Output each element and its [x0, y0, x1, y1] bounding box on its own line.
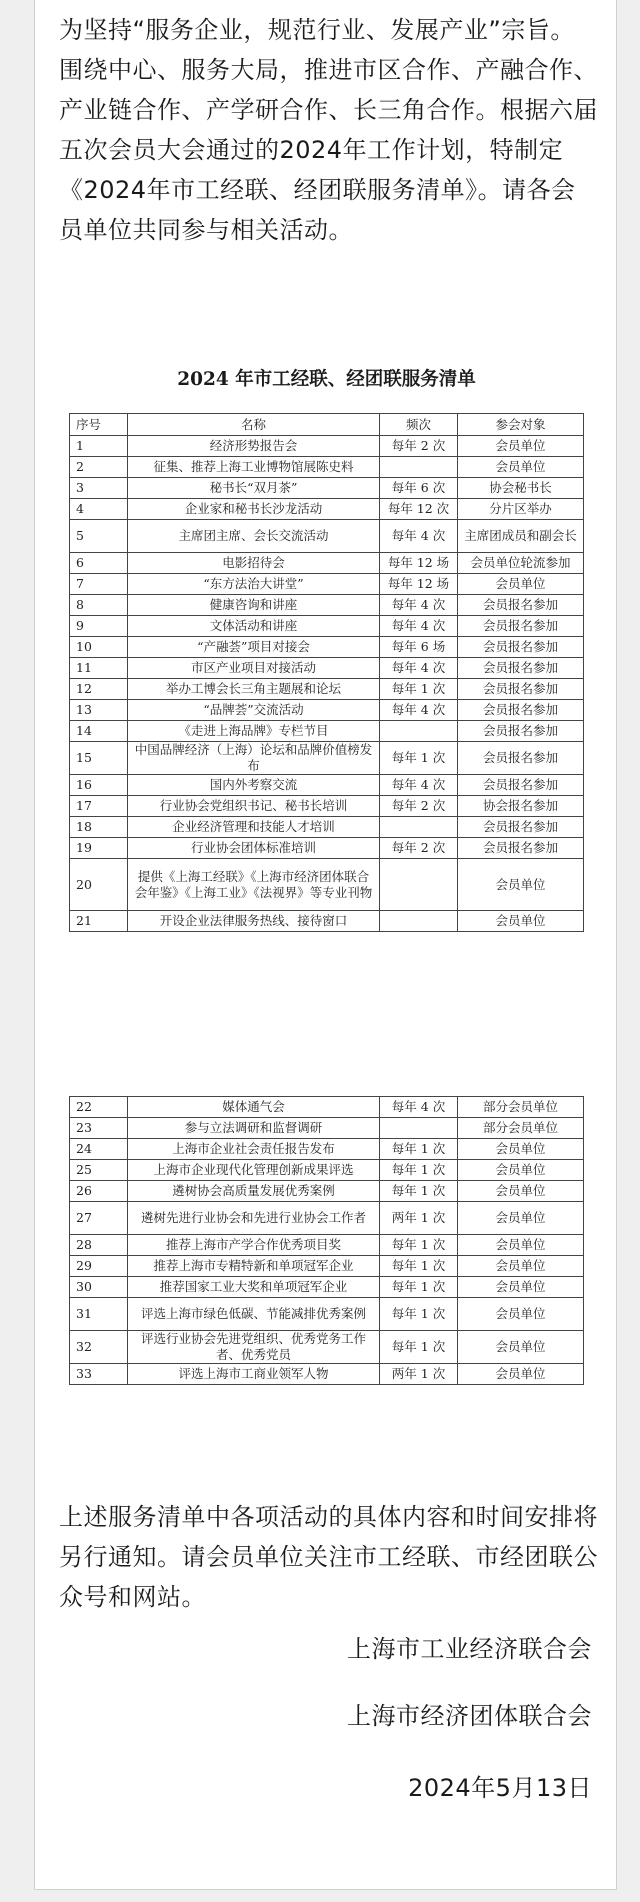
table-title: 2024 年市工经联、经团联服务清单 [177, 369, 476, 390]
row-frequency: 两年 1 次 [380, 1364, 458, 1385]
row-index: 6 [70, 553, 128, 574]
row-index: 30 [70, 1277, 128, 1298]
table-row [70, 1097, 584, 1118]
table-header-row [70, 414, 584, 436]
row-audience: 会员单位 [458, 1160, 584, 1181]
row-frequency [380, 1118, 458, 1139]
row-index: 26 [70, 1181, 128, 1202]
header-audience: 参会对象 [458, 414, 584, 436]
row-frequency [380, 817, 458, 838]
row-audience: 会员单位 [458, 1277, 584, 1298]
row-audience: 会员单位 [458, 1364, 584, 1385]
table-row [70, 499, 584, 520]
row-index: 2 [70, 457, 128, 478]
row-frequency: 每年 1 次 [380, 1181, 458, 1202]
row-name: 遴树协会高质量发展优秀案例 [128, 1181, 380, 1202]
row-frequency: 每年 1 次 [380, 1331, 458, 1364]
table-row [70, 1298, 584, 1331]
signature-economic-federation: 上海市经济团体联合会 [347, 1702, 592, 1730]
row-index: 21 [70, 911, 128, 932]
row-index: 1 [70, 436, 128, 457]
row-frequency: 每年 1 次 [380, 1160, 458, 1181]
row-frequency [380, 457, 458, 478]
row-name: 中国品牌经济（上海）论坛和品牌价值榜发布 [128, 742, 380, 775]
row-audience: 会员单位 [458, 1139, 584, 1160]
table-row [70, 775, 584, 796]
row-index: 12 [70, 679, 128, 700]
row-audience: 会员报名参加 [458, 616, 584, 637]
row-name: “品牌荟”交流活动 [128, 700, 380, 721]
row-frequency: 每年 6 场 [380, 637, 458, 658]
row-frequency: 每年 1 次 [380, 1235, 458, 1256]
row-name: 行业协会团体标准培训 [128, 838, 380, 859]
row-audience: 会员报名参加 [458, 637, 584, 658]
row-audience: 分片区举办 [458, 499, 584, 520]
row-audience: 部分会员单位 [458, 1097, 584, 1118]
table-row [70, 553, 584, 574]
row-frequency: 每年 6 次 [380, 478, 458, 499]
row-name: 提供《上海工经联》《上海市经济团体联合会年鉴》《上海工业》《法视界》等专业刊物 [128, 859, 380, 911]
row-index: 32 [70, 1331, 128, 1364]
row-index: 4 [70, 499, 128, 520]
row-frequency: 每年 12 场 [380, 574, 458, 595]
row-name: 推荐上海市产学合作优秀项目奖 [128, 1235, 380, 1256]
row-frequency [380, 859, 458, 911]
row-index: 16 [70, 775, 128, 796]
row-audience: 会员单位 [458, 911, 584, 932]
row-index: 5 [70, 520, 128, 553]
row-name: 举办工博会长三角主题展和论坛 [128, 679, 380, 700]
row-name: 推荐上海市专精特新和单项冠军企业 [128, 1256, 380, 1277]
table-row [70, 658, 584, 679]
row-name: 开设企业法律服务热线、接待窗口 [128, 911, 380, 932]
row-name: 文体活动和讲座 [128, 616, 380, 637]
table-row [70, 457, 584, 478]
table-row [70, 911, 584, 932]
row-index: 11 [70, 658, 128, 679]
row-name: 企业经济管理和技能人才培训 [128, 817, 380, 838]
row-index: 22 [70, 1097, 128, 1118]
row-frequency: 每年 4 次 [380, 616, 458, 637]
table-row [70, 436, 584, 457]
row-audience: 会员单位 [458, 1181, 584, 1202]
row-index: 9 [70, 616, 128, 637]
header-frequency: 频次 [380, 414, 458, 436]
row-index: 8 [70, 595, 128, 616]
row-name: 上海市企业现代化管理创新成果评选 [128, 1160, 380, 1181]
table-row [70, 1139, 584, 1160]
row-index: 20 [70, 859, 128, 911]
row-name: 《走进上海品牌》专栏节目 [128, 721, 380, 742]
row-audience: 会员单位轮流参加 [458, 553, 584, 574]
row-audience: 会员单位 [458, 1256, 584, 1277]
table-row [70, 859, 584, 911]
row-index: 7 [70, 574, 128, 595]
header-name: 名称 [128, 414, 380, 436]
row-audience: 会员单位 [458, 436, 584, 457]
table-row [70, 838, 584, 859]
table-row [70, 595, 584, 616]
row-name: 健康咨询和讲座 [128, 595, 380, 616]
row-audience: 会员单位 [458, 457, 584, 478]
row-audience: 会员单位 [458, 1202, 584, 1235]
row-index: 19 [70, 838, 128, 859]
row-audience: 会员单位 [458, 1331, 584, 1364]
table-row [70, 742, 584, 775]
row-index: 33 [70, 1364, 128, 1385]
row-name: 主席团主席、会长交流活动 [128, 520, 380, 553]
row-name: 遴树先进行业协会和先进行业协会工作者 [128, 1202, 380, 1235]
row-audience: 会员报名参加 [458, 721, 584, 742]
table-row [70, 574, 584, 595]
document-sheet [34, 0, 617, 1890]
row-index: 27 [70, 1202, 128, 1235]
row-name: 秘书长“双月茶” [128, 478, 380, 499]
row-name: 上海市企业社会责任报告发布 [128, 1139, 380, 1160]
row-audience: 主席团成员和副会长 [458, 520, 584, 553]
row-audience: 会员报名参加 [458, 742, 584, 775]
signature-industrial-federation: 上海市工业经济联合会 [347, 1635, 592, 1663]
closing-paragraph: 上述服务清单中各项活动的具体内容和时间安排将另行通知。请会员单位关注市工经联、市经团联公众号和网站。 [59, 1503, 598, 1611]
row-audience: 会员报名参加 [458, 838, 584, 859]
row-name: 经济形势报告会 [128, 436, 380, 457]
table-row [70, 679, 584, 700]
row-audience: 部分会员单位 [458, 1118, 584, 1139]
table-row [70, 1118, 584, 1139]
row-name: 评选行业协会先进党组织、优秀党务工作者、优秀党员 [128, 1331, 380, 1364]
row-index: 24 [70, 1139, 128, 1160]
row-frequency: 每年 1 次 [380, 1256, 458, 1277]
row-name: 推荐国家工业大奖和单项冠军企业 [128, 1277, 380, 1298]
row-name: 媒体通气会 [128, 1097, 380, 1118]
row-frequency: 每年 4 次 [380, 1097, 458, 1118]
row-audience: 会员单位 [458, 574, 584, 595]
table-row [70, 1202, 584, 1235]
row-frequency: 每年 2 次 [380, 796, 458, 817]
row-name: 评选上海市绿色低碳、节能减排优秀案例 [128, 1298, 380, 1331]
table-row [70, 1256, 584, 1277]
row-name: 市区产业项目对接活动 [128, 658, 380, 679]
row-index: 29 [70, 1256, 128, 1277]
row-frequency: 每年 1 次 [380, 679, 458, 700]
row-frequency: 每年 12 次 [380, 499, 458, 520]
row-audience: 会员单位 [458, 859, 584, 911]
row-name: 参与立法调研和监督调研 [128, 1118, 380, 1139]
row-index: 17 [70, 796, 128, 817]
document-date: 2024年5月13日 [408, 1774, 592, 1802]
row-frequency: 每年 12 场 [380, 553, 458, 574]
row-index: 10 [70, 637, 128, 658]
row-index: 25 [70, 1160, 128, 1181]
row-frequency: 每年 1 次 [380, 1298, 458, 1331]
row-audience: 协会秘书长 [458, 478, 584, 499]
row-frequency: 每年 1 次 [380, 1277, 458, 1298]
row-index: 23 [70, 1118, 128, 1139]
table-row [70, 700, 584, 721]
service-table-part-1 [69, 413, 584, 932]
row-audience: 协会报名参加 [458, 796, 584, 817]
table-row [70, 1331, 584, 1364]
table-row [70, 1364, 584, 1385]
row-name: 评选上海市工商业领军人物 [128, 1364, 380, 1385]
row-name: 电影招待会 [128, 553, 380, 574]
row-frequency: 每年 4 次 [380, 520, 458, 553]
row-frequency: 每年 2 次 [380, 838, 458, 859]
row-frequency: 每年 4 次 [380, 700, 458, 721]
row-frequency [380, 911, 458, 932]
row-frequency: 每年 4 次 [380, 658, 458, 679]
row-audience: 会员报名参加 [458, 817, 584, 838]
row-name: “东方法治大讲堂” [128, 574, 380, 595]
table-row [70, 1235, 584, 1256]
table-row [70, 637, 584, 658]
table-row [70, 1277, 584, 1298]
row-audience: 会员报名参加 [458, 700, 584, 721]
row-name: 国内外考察交流 [128, 775, 380, 796]
row-index: 15 [70, 742, 128, 775]
row-frequency: 每年 4 次 [380, 775, 458, 796]
row-audience: 会员报名参加 [458, 775, 584, 796]
row-name: 行业协会党组织书记、秘书长培训 [128, 796, 380, 817]
row-frequency: 每年 4 次 [380, 595, 458, 616]
table-row [70, 817, 584, 838]
row-audience: 会员报名参加 [458, 658, 584, 679]
table-row [70, 721, 584, 742]
row-frequency: 两年 1 次 [380, 1202, 458, 1235]
row-audience: 会员单位 [458, 1235, 584, 1256]
table-row [70, 1160, 584, 1181]
row-frequency: 每年 1 次 [380, 742, 458, 775]
table-row [70, 520, 584, 553]
table-row [70, 796, 584, 817]
row-index: 31 [70, 1298, 128, 1331]
row-index: 3 [70, 478, 128, 499]
row-audience: 会员报名参加 [458, 595, 584, 616]
row-index: 18 [70, 817, 128, 838]
intro-paragraph: 为坚持“服务企业，规范行业、发展产业”宗旨。围绕中心、服务大局，推进市区合作、产融合作、产业链合作、产学研合作、长三角合作。根据六届五次会员大会通过的2024年工作计划，特制定《2024年市工经联、经团联服务清单》。请各会员单位共同参与相关活动。 [59, 16, 598, 244]
service-table-part-2 [69, 1096, 584, 1385]
row-index: 13 [70, 700, 128, 721]
table-row [70, 616, 584, 637]
row-index: 28 [70, 1235, 128, 1256]
row-frequency: 每年 2 次 [380, 436, 458, 457]
row-audience: 会员单位 [458, 1298, 584, 1331]
row-frequency: 每年 1 次 [380, 1139, 458, 1160]
row-frequency [380, 721, 458, 742]
row-name: 征集、推荐上海工业博物馆展陈史料 [128, 457, 380, 478]
table-row [70, 1181, 584, 1202]
row-name: 企业家和秘书长沙龙活动 [128, 499, 380, 520]
table-row [70, 478, 584, 499]
row-audience: 会员报名参加 [458, 679, 584, 700]
row-index: 14 [70, 721, 128, 742]
header-index: 序号 [70, 414, 128, 436]
row-name: “产融荟”项目对接会 [128, 637, 380, 658]
